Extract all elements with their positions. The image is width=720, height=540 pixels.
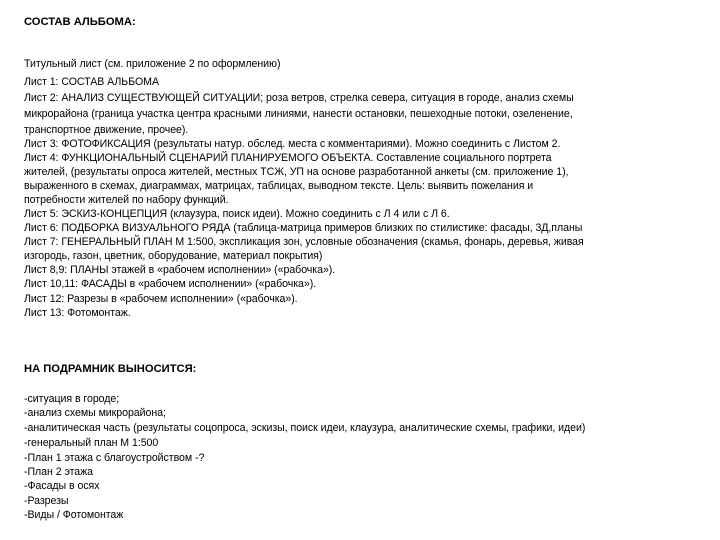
album-line: изгородь, газон, цветник, оборудование, материал покрытия) (24, 250, 323, 262)
album-title: СОСТАВ АЛЬБОМА: (24, 16, 136, 28)
stretcher-line: -Разрезы (24, 495, 69, 507)
album-line: микрорайона (граница участка центра красными линиями, нанести остановки, пешеходные потоки, озеленение, (24, 108, 573, 120)
album-line: Лист 2: АНАЛИЗ СУЩЕСТВУЮЩЕЙ СИТУАЦИИ; роза ветров, стрелка севера, ситуация в городе, анализ схемы (24, 92, 574, 104)
stretcher-line: -ситуация в городе; (24, 393, 120, 405)
album-line: транспортное движение, прочее). (24, 124, 189, 136)
album-line: Лист 8,9: ПЛАНЫ этажей в «рабочем исполнении» («рабочка»). (24, 264, 336, 276)
album-line: Титульный лист (см. приложение 2 по оформлению) (24, 58, 281, 70)
album-line: Лист 4: ФУНКЦИОНАЛЬНЫЙ СЦЕНАРИЙ ПЛАНИРУЕМОГО ОБЪЕКТА. Составление социального портрета (24, 152, 552, 164)
stretcher-line: -План 1 этажа с благоустройством -? (24, 452, 205, 464)
album-line: Лист 1: СОСТАВ АЛЬБОМА (24, 76, 159, 88)
album-line: Лист 5: ЭСКИЗ-КОНЦЕПЦИЯ (клаузура, поиск идеи). Можно соединить с Л 4 или с Л 6. (24, 208, 450, 220)
stretcher-line: -Фасады в осях (24, 480, 100, 492)
album-line: жителей, (результаты опроса жителей, местных ТСЖ, УП на основе разработанной анкеты (см. приложение 1), (24, 166, 569, 178)
album-line: Лист 13: Фотомонтаж. (24, 307, 131, 319)
stretcher-title: НА ПОДРАМНИК ВЫНОСИТСЯ: (24, 363, 197, 375)
stretcher-line: -План 2 этажа (24, 466, 93, 478)
album-line: выраженного в схемах, диаграммах, матрицах, таблицах, выводном тексте. Цель: выявить пожелания и (24, 180, 534, 192)
album-line: Лист 10,11: ФАСАДЫ в «рабочем исполнении» («рабочка»). (24, 278, 317, 290)
stretcher-line: -аналитическая часть (результаты соцопроса, эскизы, поиск идеи, клаузура, аналитические схемы, графики, идеи) (24, 422, 586, 434)
album-line: потребности жителей по набору функций. (24, 194, 229, 206)
stretcher-line: -генеральный план М 1:500 (24, 437, 159, 449)
album-line: Лист 12: Разрезы в «рабочем исполнении» («рабочка»). (24, 293, 298, 305)
album-line: Лист 7: ГЕНЕРАЛЬНЫЙ ПЛАН М 1:500, экспликация зон, условные обозначения (скамья, фонарь, деревья, живая (24, 236, 584, 248)
album-line: Лист 6: ПОДБОРКА ВИЗУАЛЬНОГО РЯДА (таблица-матрица примеров близких по стилистике: фасады, 3Д,планы (24, 222, 583, 234)
stretcher-line: -Виды / Фотомонтаж (24, 509, 124, 521)
album-line: Лист 3: ФОТОФИКСАЦИЯ (результаты натур. обслед. места с комментариями). Можно соединить с Листом 2. (24, 138, 561, 150)
stretcher-line: -анализ схемы микрорайона; (24, 407, 166, 419)
